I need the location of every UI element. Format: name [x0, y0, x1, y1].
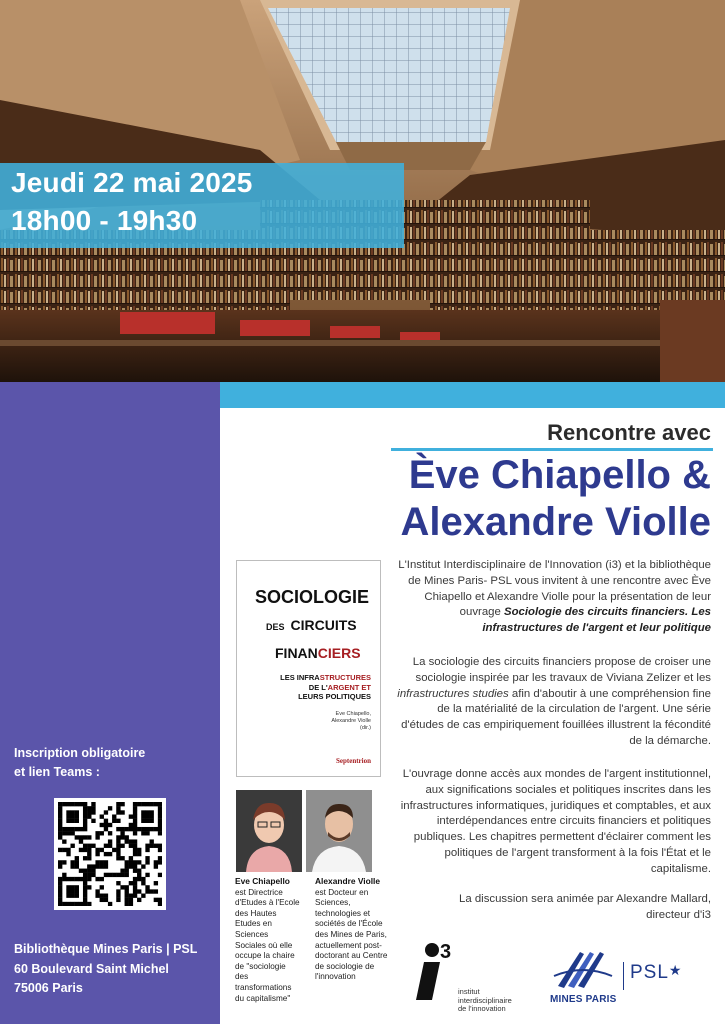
book-authors: Eve Chiapello, Alexandre Violle (dir.): [331, 711, 371, 731]
violle-bio: Alexandre Violle est Docteur en Sciences, technologies et sociétés de l'École des Mines de Paris, actuellement post-doctorant au Centre de sociologie de l'innovation: [315, 876, 388, 982]
book-cover: SOCIOLOGIE DES CIRCUITS FINANCIERS LES INFRASTRUCTURES DE L'ARGENT ET LEURS POLITIQUES Eve Chiapello, Alexandre Violle (dir.) Septentrion: [236, 560, 381, 777]
logo-separator: [623, 962, 624, 990]
speaker-names: Ève Chiapello & Alexandre Violle: [400, 453, 711, 544]
mines-paris-logo: MINES PARIS: [550, 994, 617, 1005]
venue-address: Bibliothèque Mines Paris | PSL 60 Boulevard Saint Michel 75006 Paris: [14, 942, 198, 995]
registration-label: Inscription obligatoire et lien Teams :: [14, 746, 146, 779]
svg-text:3: 3: [440, 941, 452, 963]
info-sidebar: [0, 382, 220, 1024]
event-date: Jeudi 22 mai 2025: [11, 167, 253, 198]
star-icon: ★: [668, 962, 683, 978]
chiapello-bio: Eve Chiapello est Directrice d'Etudes à l'Ecole des Hautes Etudes en Sciences Sociales où elle occupe la chaire de "sociologie des transformations du capitalisme": [235, 876, 300, 1003]
moderator-paragraph: La discussion sera animée par Alexandre Mallard, directeur d'i3: [459, 893, 711, 921]
violle-photo: [306, 790, 372, 872]
partner-logos: [410, 938, 715, 1016]
event-time: 18h00 - 19h30: [11, 205, 198, 236]
content-paragraph: L'ouvrage donne accès aux mondes de l'argent institutionnel, aux significations sociales et politiques inscrites dans les infrastructures informatiques, juridiques et comptables, et aux interdépendances entre circuits financiers et politiques publiques. Les chapitres permettent d'éclairer comment les politiques de l'argent transforment à la fois l'État et le capitalisme.: [400, 768, 711, 875]
library-hero-image: [0, 0, 725, 382]
registration-qr-code[interactable]: [54, 798, 166, 910]
intro-paragraph: L'Institut Interdisciplinaire de l'Innovation (i3) et la bibliothèque de Mines Paris- PSL vous invitent à une rencontre avec Ève Chiapello et Alexandre Violle pour la présentation de leur ouvrage Sociologie des circuits financiers. Les infrastructures de l'argent et leur politique: [398, 559, 711, 635]
i3-logo: [410, 938, 460, 1004]
chiapello-photo: [236, 790, 302, 872]
publisher-logo: Septentrion: [336, 757, 371, 765]
accent-bar: [220, 382, 725, 408]
summary-paragraph: La sociologie des circuits financiers propose de croiser une sociologie inspirée par les travaux de Viviana Zelizer et les infrastructures studies afin d'aboutir à une compréhension fine de la matérialité de la circulation de l'argent. Une série d'études de cas empiriquement fouillées illustrent la fécondité de la démarche.: [397, 656, 711, 747]
psl-logo: PSL★: [630, 962, 683, 983]
i3-logo-text: institut interdisciplinaire de l'innovation: [458, 987, 512, 1013]
heading-divider: [391, 448, 713, 451]
event-date-banner: [0, 163, 404, 248]
book-title-reference: Sociologie des circuits financiers. Les infrastructures de l'argent et leur politique: [482, 606, 711, 635]
mines-paris-emblem: [550, 946, 616, 992]
rencontre-heading: Rencontre avec: [547, 420, 711, 445]
book-subtitle: LES INFRASTRUCTURES DE L'ARGENT ET LEURS POLITIQUES: [280, 673, 371, 701]
